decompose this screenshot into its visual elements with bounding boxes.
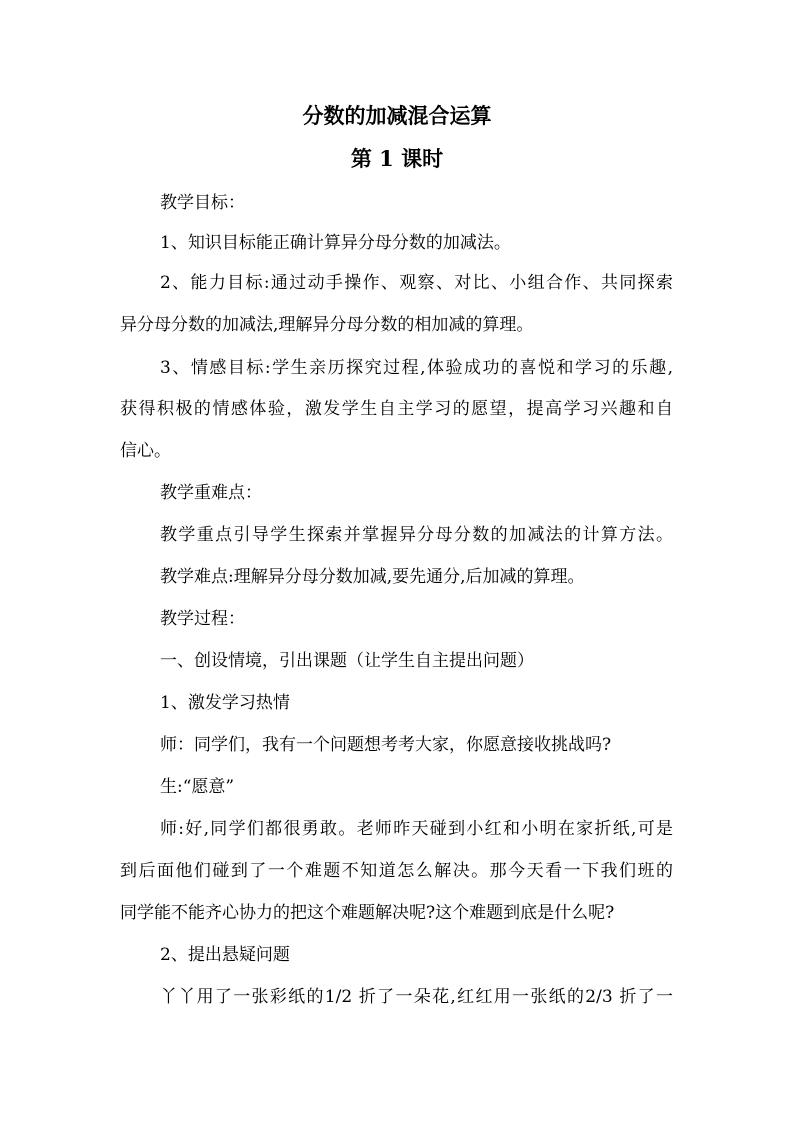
key-difficult-points-heading: 教学重难点： [160, 483, 262, 503]
knowledge-goal: 1、知识目标能正确计算异分母分数的加减法。 [160, 233, 511, 253]
difficult-point: 教学难点:理解异分母分数加减,要先通分,后加减的算理。 [160, 567, 585, 587]
emotion-goal-line-1: 3、情感目标:学生亲历探究过程,体验成功的喜悦和学习的乐趣, [160, 358, 673, 378]
document-title: 分数的加减混合运算 [302, 103, 492, 128]
ability-goal-line-2: 异分母分数的加减法,理解异分母分数的相加减的算理。 [120, 315, 534, 335]
teacher-question: 师：同学们，我有一个问题想考考大家，你愿意接收挑战吗? [160, 735, 612, 755]
teacher-story-line-2: 到后面他们碰到了一个难题不知道怎么解决。那今天看一下我们班的 [120, 861, 673, 881]
teacher-story-line-1: 师:好,同学们都很勇敢。老师昨天碰到小红和小明在家折纸,可是 [160, 819, 673, 839]
lesson-subtitle: 第 1 课时 [350, 146, 444, 171]
problem-statement-line-1: 丫丫用了一张彩纸的1/2 折了一朵花,红红用一张纸的2/3 折了一 [160, 987, 673, 1007]
teaching-process-heading: 教学过程： [160, 609, 245, 629]
emotion-goal-line-3: 信心。 [120, 441, 171, 461]
emotion-goal-line-2: 获得积极的情感体验，激发学生自主学习的愿望，提高学习兴趣和自 [120, 399, 673, 419]
ability-goal-line-1: 2、能力目标:通过动手操作、观察、对比、小组合作、共同探索 [160, 273, 673, 293]
step-one-heading: 1、激发学习热情 [160, 693, 290, 713]
step-two-heading: 2、提出悬疑问题 [160, 945, 290, 965]
key-point: 教学重点引导学生探索并掌握异分母分数的加减法的计算方法。 [160, 525, 673, 545]
student-answer: 生:“愿意” [160, 777, 235, 797]
teaching-goals-heading: 教学目标： [160, 193, 245, 213]
teacher-story-line-3: 同学能不能齐心协力的把这个难题解决呢?这个难题到底是什么呢? [120, 903, 615, 923]
section-one-heading: 一、创设情境，引出课题（让学生自主提出问题） [160, 651, 534, 671]
